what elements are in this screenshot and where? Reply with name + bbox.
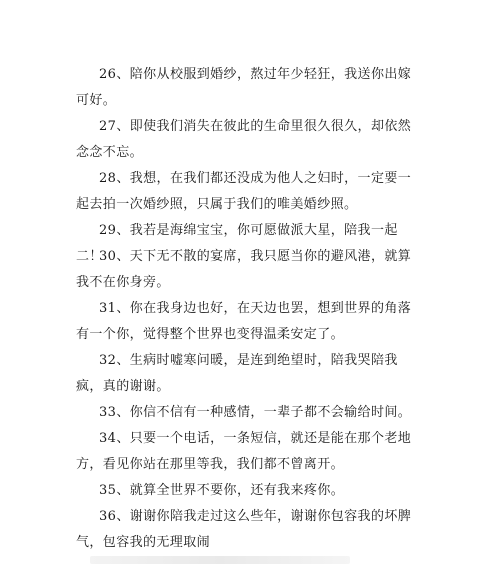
paragraph-26: 26、陪你从校服到婚纱，熬过年少轻狂，我送你出嫁可好。	[76, 67, 412, 108]
paragraph-29: 29、我若是海绵宝宝，你可愿做派大星，陪我一起二！	[76, 223, 398, 264]
paragraph-28: 28、我想，在我们都还没成为他人之妇时，一定要一起去拍一次婚纱照，只属于我们的唯美婚纱照。	[76, 171, 412, 212]
paragraph-32: 32、生病时嘘寒问暖，是连到绝望时，陪我哭陪我疯，真的谢谢。	[76, 353, 398, 394]
paragraph-34: 34、只要一个电话，一条短信，就还是能在那个老地方，看见你站在那里等我，我们都不曾离开。	[76, 431, 412, 472]
paragraph-36: 36、谢谢你陪我走过这么些年，谢谢你包容我的坏脾气，包容我的无理取闹	[76, 509, 412, 550]
paragraph-27: 27、即使我们消失在彼此的生命里很久很久，却依然念念不忘。	[76, 119, 412, 160]
paragraph-30: 30、天下无不散的宴席，我只愿当你的避风港，就算我不在你身旁。	[76, 249, 412, 290]
paragraph-35: 35、就算全世界不要你，还有我来疼你。	[99, 483, 345, 498]
paragraph-31: 31、你在我身边也好，在天边也罢，想到世界的角落有一个你，觉得整个世界也变得温柔安定了。	[76, 301, 412, 342]
paragraph-33: 33、你信不信有一种感情，一辈子都不会输给时间。	[99, 405, 412, 420]
faded-watermark-strip	[90, 556, 350, 564]
